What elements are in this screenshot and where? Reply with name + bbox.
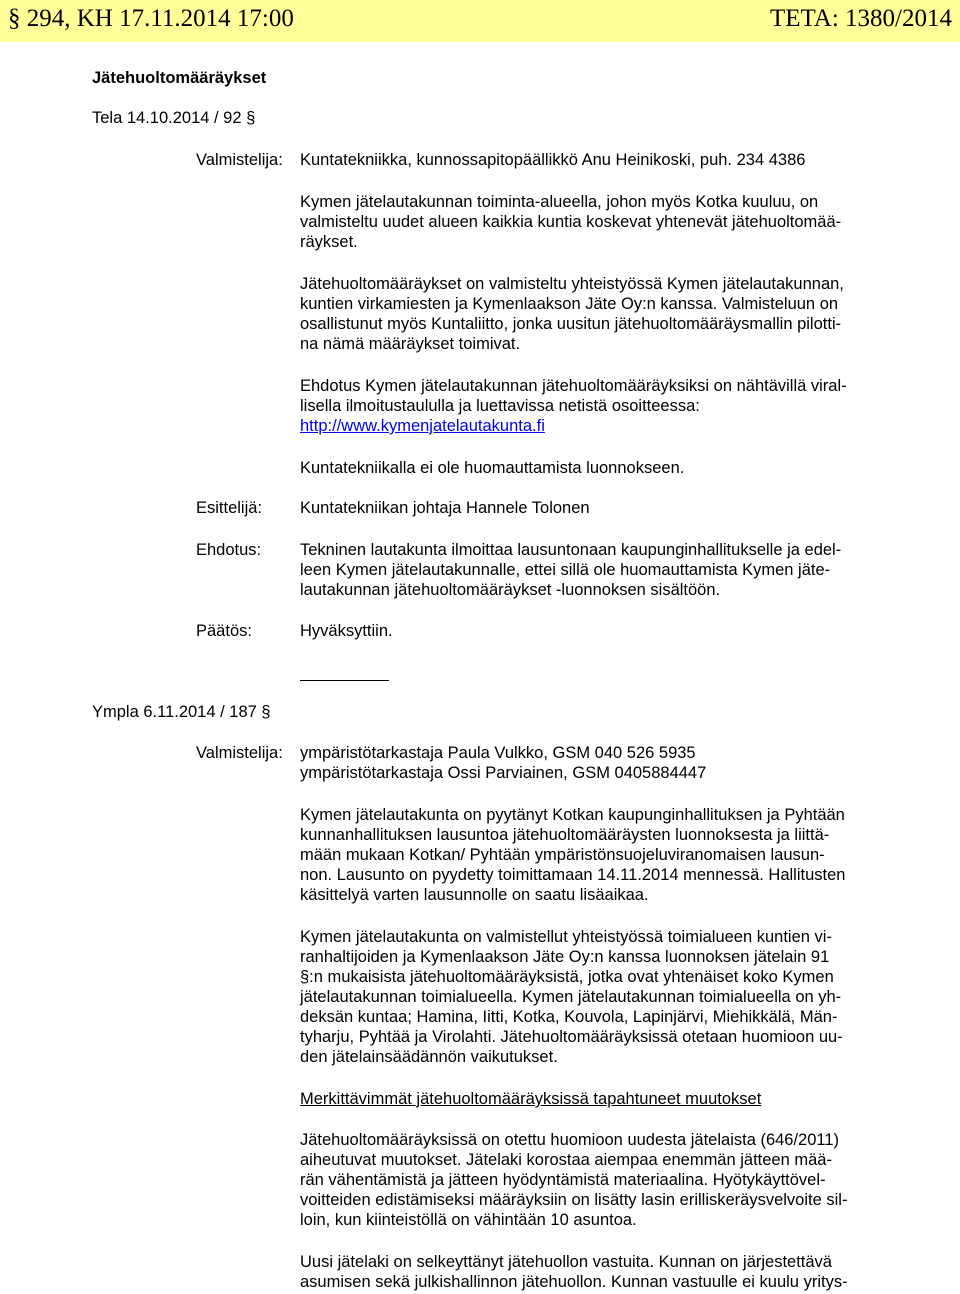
proposal-line: lautakunnan jätehuoltomääräykset -luonnoksen sisältöön. (300, 581, 721, 599)
proposal-label: Ehdotus: (196, 541, 262, 559)
preparer-label: Valmistelija: (196, 744, 283, 762)
paragraph-line: Jätehuoltomääräyksissä on otettu huomioon uudesta jätelaista (646/2011) (300, 1131, 840, 1149)
paragraph-line: kunnanhallituksen lausuntoa jätehuoltomääräysten luonnoksesta ja liittä- (300, 826, 830, 844)
paragraph-line: käsittelyä varten lausunnolle on saatu lisäaikaa. (300, 886, 649, 904)
presenter-label: Esittelijä: (196, 499, 263, 517)
proposal-line: leen Kymen jätelautakunnalle, ettei sillä ole huomauttamista Kymen jäte- (300, 561, 831, 579)
paragraph-line: Ehdotus Kymen jätelautakunnan jätehuoltomääräyksiksi on nähtävillä viral- (300, 377, 847, 395)
paragraph-line: asumisen sekä julkishallinnon jätehuollon. Kunnan vastuulle ei kuulu yritys- (300, 1273, 848, 1291)
paragraph-line: jätelautakunnan toimialueella. Kymen jätelautakunnan toimialueella on yh- (300, 988, 842, 1006)
jatelautakunta-website-link[interactable]: http://www.kymenjatelautakunta.fi (300, 417, 545, 435)
paragraph-line: voitteiden edistämiseksi määräyksiin on lisätty lasin erilliskeräysvelvoite sil- (300, 1191, 848, 1209)
paragraph-line: kuntien virkamiesten ja Kymenlaakson Jäte Oy:n kanssa. Valmisteluun on (300, 295, 839, 313)
paragraph-line: osallistunut myös Kuntaliitto, jonka uusitun jätehuoltomääräysmallin pilotti- (300, 315, 842, 333)
decision-label: Päätös: (196, 622, 252, 640)
header-section-reference: § 294, KH 17.11.2014 17:00 (8, 5, 294, 32)
presenter-value: Kuntatekniikan johtaja Hannele Tolonen (300, 499, 590, 517)
preparer-label: Valmistelija: (196, 151, 283, 169)
paragraph-line: rän vähentämistä ja jätteen hyödyntämistä materiaalina. Hyötykäyttövel- (300, 1171, 826, 1189)
paragraph-line: Jätehuoltomääräykset on valmisteltu yhteistyössä Kymen jätelautakunnan, (300, 275, 844, 293)
paragraph-line: Kymen jätelautakunnan toiminta-alueella, johon myös Kotka kuuluu, on (300, 193, 819, 211)
paragraph-line: Uusi jätelaki on selkeyttänyt jätehuollon vastuita. Kunnan on järjestettävä (300, 1253, 832, 1271)
header-case-number: TETA: 1380/2014 (769, 5, 952, 32)
ympla-reference: Ympla 6.11.2014 / 187 § (92, 703, 271, 721)
page-header-bar (0, 0, 960, 42)
preparer-value: ympäristötarkastaja Paula Vulkko, GSM 040 526 5935 (300, 744, 696, 762)
paragraph-line: §:n mukaisista jätehuoltomääräyksistä, jotka ovat yhtenäiset koko Kymen (300, 968, 834, 986)
paragraph-line: mään mukaan Kotkan/ Pyhtään ympäristönsuojeluviranomaisen lausun- (300, 846, 825, 864)
paragraph-line: den jätelainsäädännön vaikutukset. (300, 1048, 558, 1066)
paragraph-line: Kymen jätelautakunta on valmistellut yhteistyössä toimialueen kuntien vi- (300, 928, 832, 946)
proposal-line: Tekninen lautakunta ilmoittaa lausuntonaan kaupunginhallitukselle ja edel- (300, 541, 842, 559)
paragraph-line: räykset. (300, 233, 358, 251)
paragraph-line: deksän kuntaa; Hamina, Iitti, Kotka, Kouvola, Lapinjärvi, Miehikkälä, Män- (300, 1008, 838, 1026)
preparer-value: ympäristötarkastaja Ossi Parviainen, GSM 0405884447 (300, 764, 707, 782)
statement-text: Kuntatekniikalla ei ole huomauttamista luonnokseen. (300, 459, 685, 477)
paragraph-line: ranhaltijoiden ja Kymenlaakson Jäte Oy:n kanssa luonnoksen jätelain 91 (300, 948, 830, 966)
paragraph-line: tyharju, Pyhtää ja Virolahti. Jätehuoltomääräyksissä otetaan huomioon uu- (300, 1028, 843, 1046)
subheading: Merkittävimmät jätehuoltomääräyksissä tapahtuneet muutokset (300, 1090, 762, 1108)
paragraph-line: lisella ilmoitustaululla ja luettavissa netistä osoitteessa: (300, 397, 700, 415)
paragraph-line: aiheutuvat muutokset. Jätelaki korostaa aiempaa enemmän jätteen mää- (300, 1151, 832, 1169)
tela-reference: Tela 14.10.2014 / 92 § (92, 109, 256, 127)
section-divider (300, 680, 389, 681)
paragraph-line: non. Lausunto on pyydetty toimittamaan 14.11.2014 mennessä. Hallitusten (300, 866, 846, 884)
section-title: Jätehuoltomääräykset (92, 69, 267, 87)
paragraph-line: valmisteltu uudet alueen kaikkia kuntia koskevat yhtenevät jätehuoltomää- (300, 213, 842, 231)
paragraph-line: Kymen jätelautakunta on pyytänyt Kotkan kaupunginhallituksen ja Pyhtään (300, 806, 845, 824)
paragraph-line: na nämä määräykset toimivat. (300, 335, 521, 353)
preparer-value: Kuntatekniikka, kunnossapitopäällikkö Anu Heinikoski, puh. 234 4386 (300, 151, 806, 169)
decision-value: Hyväksyttiin. (300, 622, 393, 640)
paragraph-line: loin, kun kiinteistöllä on vähintään 10 asuntoa. (300, 1211, 637, 1229)
